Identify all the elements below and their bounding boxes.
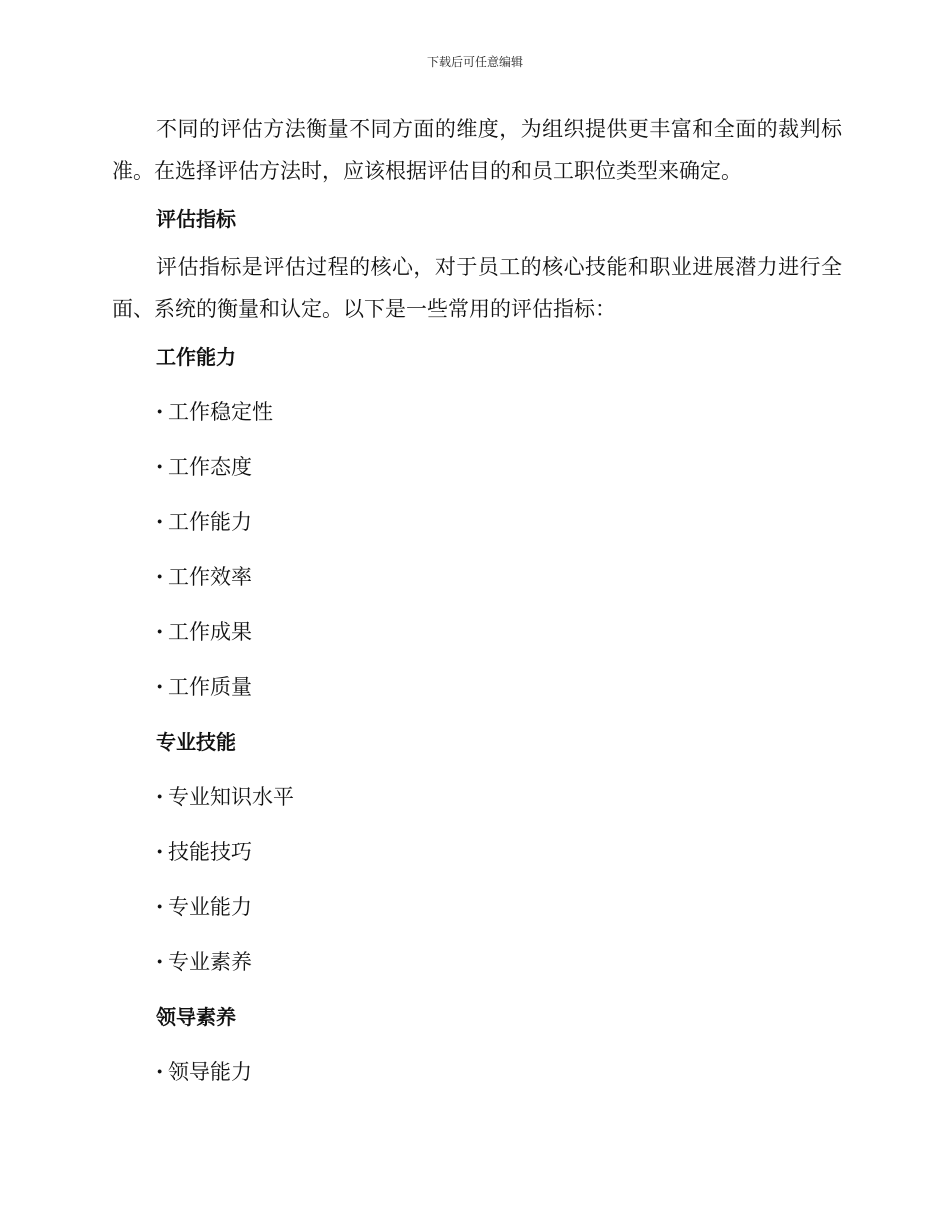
group-heading-professional-skills: 专业技能 [156,730,236,754]
bullet-icon: · [156,509,164,534]
list-item-label: 工作成果 [168,620,252,644]
list-item [112,507,842,537]
bullet-icon: · [156,399,164,424]
list-item [112,837,842,867]
list-item-label: 工作稳定性 [168,400,273,424]
list-item [112,782,842,812]
list-item-label: 专业知识水平 [168,785,294,809]
section-paragraph: 评估指标是评估过程的核心，对于员工的核心技能和职业进展潜力进行全面、系统的衡量和认定。以下是一些常用的评估指标： [112,255,842,321]
bullet-icon: · [156,839,164,864]
list-item [112,397,842,427]
list-item-label: 工作效率 [168,565,252,589]
list-item [112,452,842,482]
list-item-label: 专业能力 [168,895,252,919]
list-item [112,617,842,647]
intro-paragraph: 不同的评估方法衡量不同方面的维度，为组织提供更丰富和全面的裁判标准。在选择评估方法时，应该根据评估目的和员工职位类型来确定。 [112,117,842,183]
header-note: 下载后可任意编辑 [426,55,523,69]
group-heading-leadership: 领导素养 [156,1005,236,1029]
bullet-icon: · [156,564,164,589]
list-item-label: 工作质量 [168,675,252,699]
list-item [112,672,842,702]
list-item-label: 工作能力 [168,510,252,534]
list-item-label: 领导能力 [168,1060,252,1084]
bullet-icon: · [156,1059,164,1084]
bullet-icon: · [156,894,164,919]
bullet-icon: · [156,949,164,974]
list-item-label: 工作态度 [168,455,252,479]
document-body [112,108,842,1087]
bullet-icon: · [156,619,164,644]
bullet-icon: · [156,454,164,479]
list-item-label: 专业素养 [168,950,252,974]
bullet-icon: · [156,674,164,699]
bullet-icon: · [156,784,164,809]
group-heading-work-ability: 工作能力 [156,345,236,369]
list-item-label: 技能技巧 [168,840,252,864]
list-item [112,892,842,922]
list-item [112,1057,842,1087]
list-item [112,947,842,977]
list-item [112,562,842,592]
section-heading: 评估指标 [156,207,236,231]
